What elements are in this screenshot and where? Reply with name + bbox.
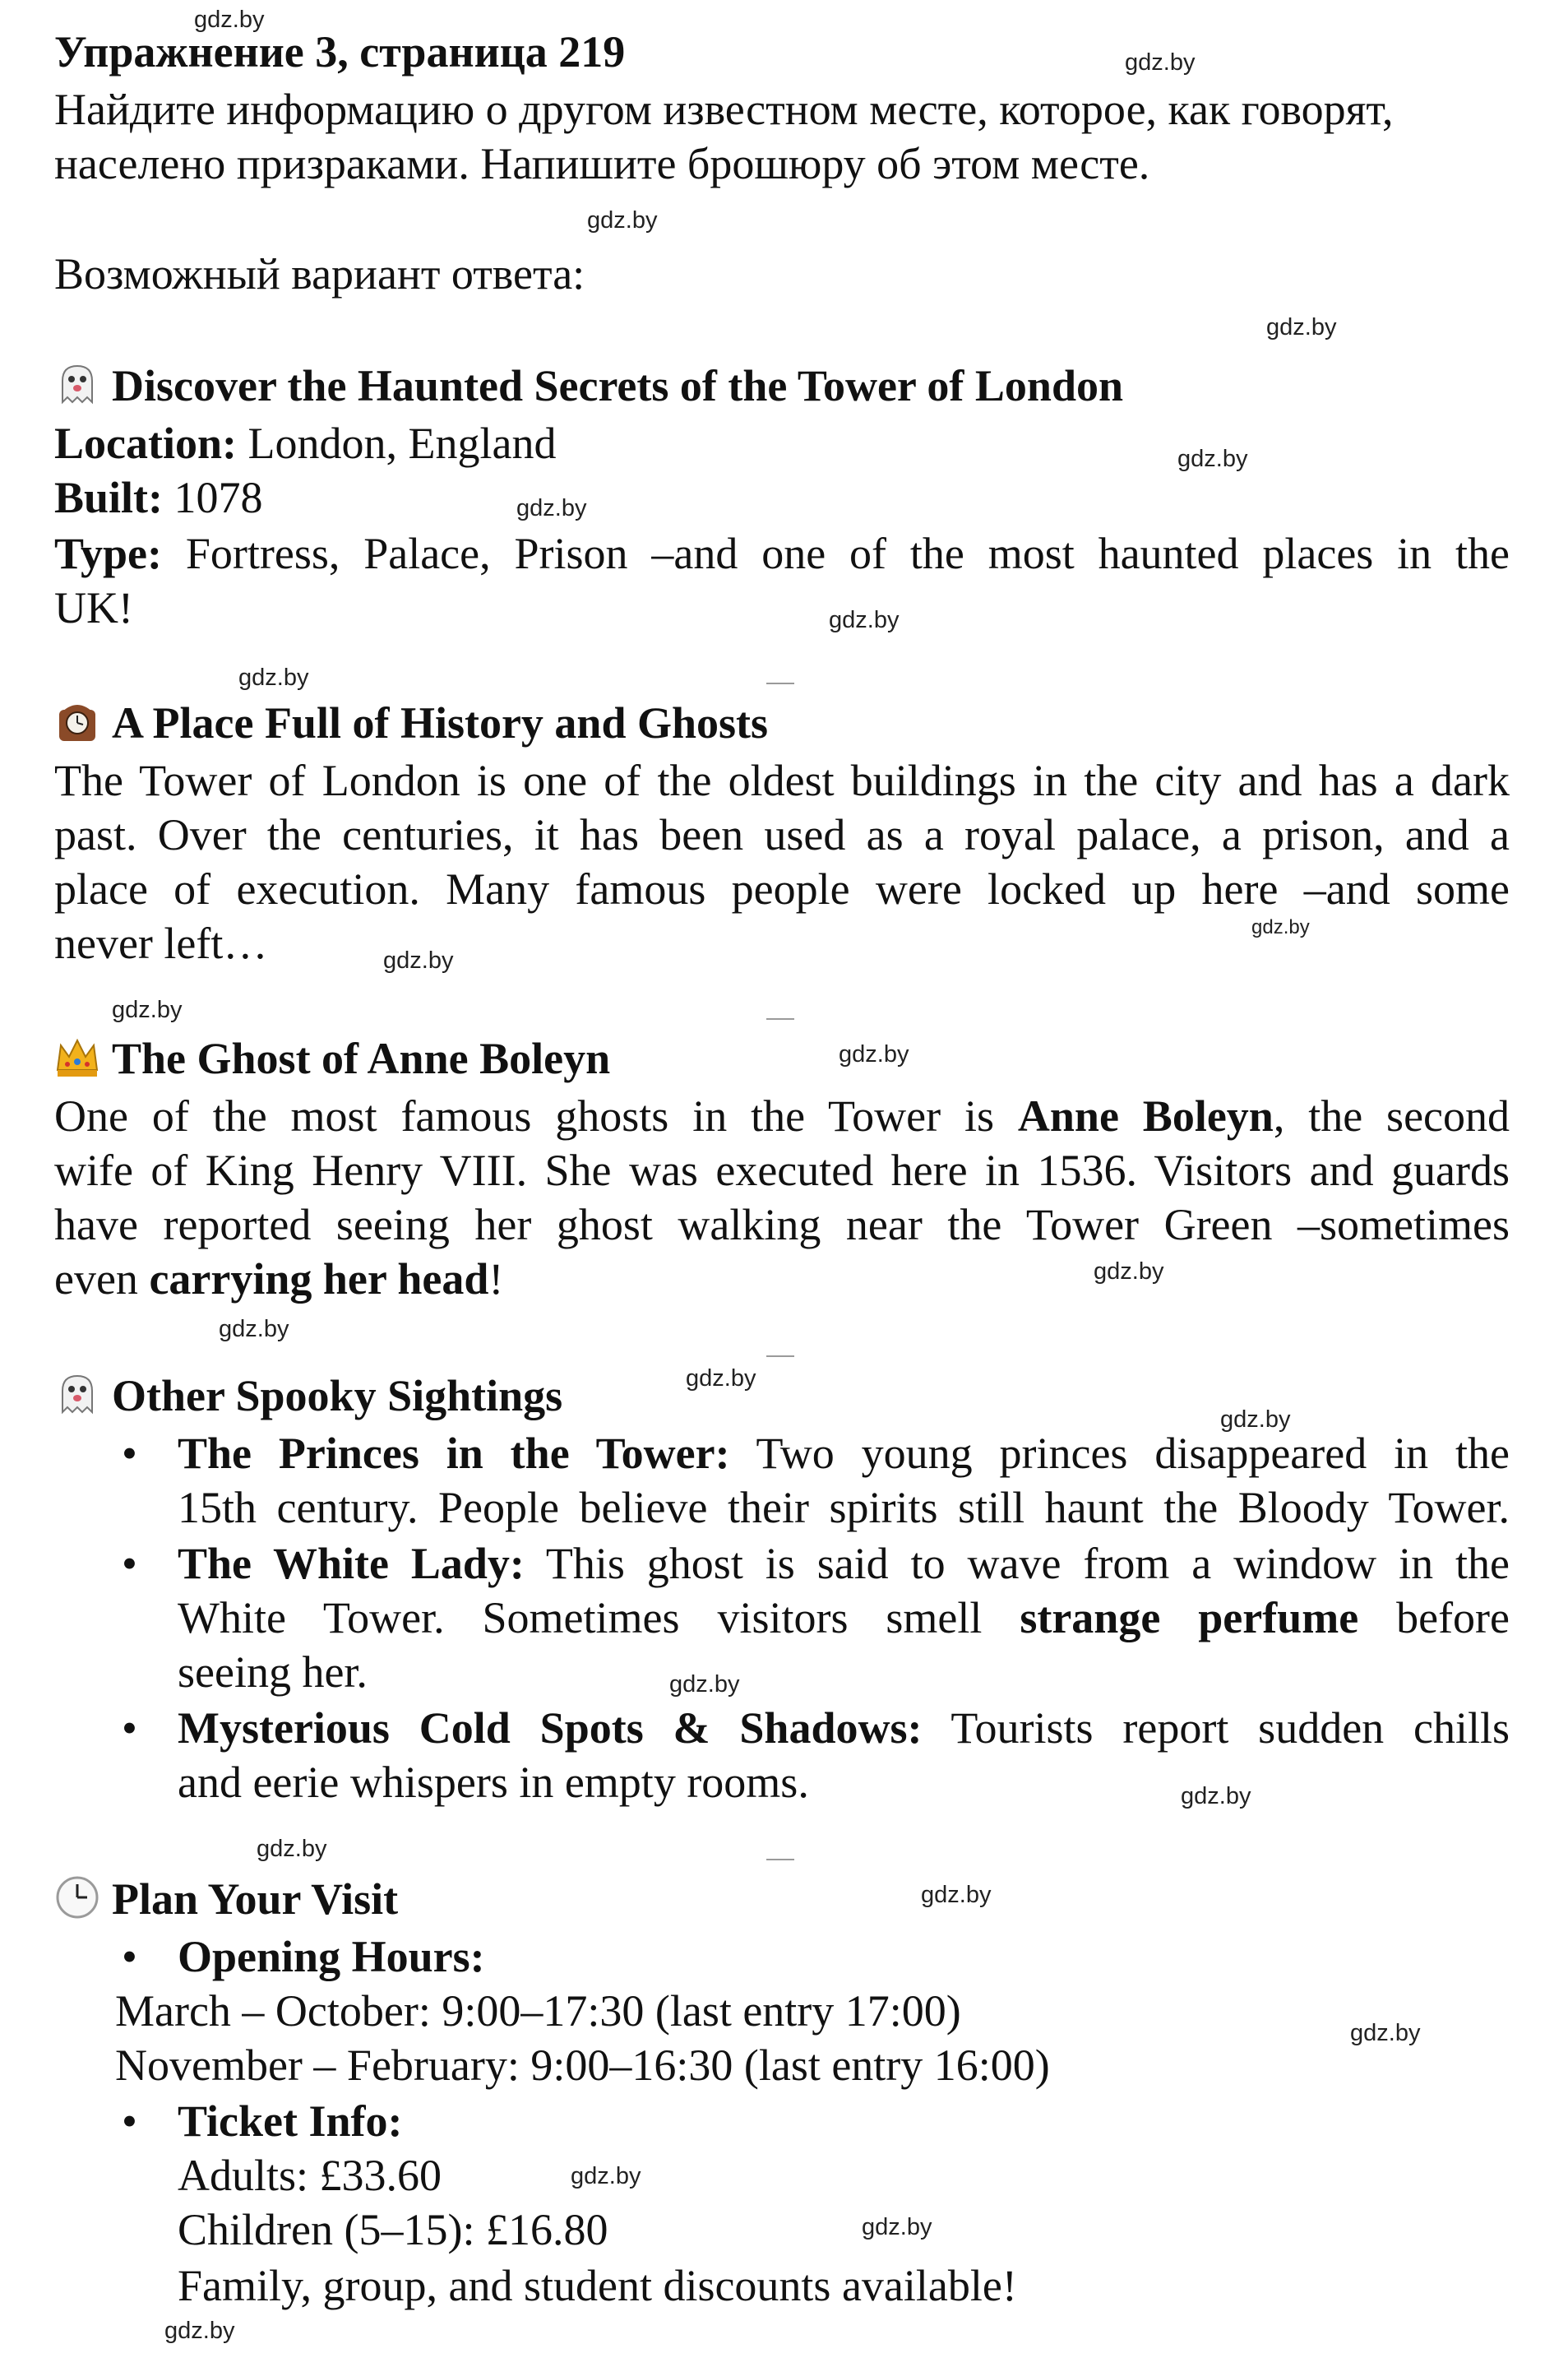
history-line-4: never left… <box>54 919 268 968</box>
location-line <box>54 416 1510 470</box>
ticket-children: Children (5–15): £16.80 <box>178 2205 608 2254</box>
ticket-adults: Adults: £33.60 <box>178 2151 442 2200</box>
watermark: gdz.by <box>516 495 587 521</box>
cold-label: Mysterious Cold Spots & Shadows: <box>178 1703 923 1753</box>
watermark: gdz.by <box>862 2214 932 2240</box>
lady-line-3: seeing her. <box>178 1647 368 1697</box>
anne-line-1 <box>54 1089 1510 1143</box>
watermark: gdz.by <box>1266 314 1337 340</box>
crown-icon <box>54 1034 100 1080</box>
built-label: Built: <box>54 473 164 522</box>
watermark: gdz.by <box>164 2318 235 2344</box>
anne-line-2: wife of King Henry VIII. She was executed here in 1536. Visitors and guards <box>54 1146 1510 1195</box>
lady-line-2 <box>178 1591 1510 1645</box>
hours-line-1: March – October: 9:00–17:30 (last entry 17:00) <box>115 1986 961 2036</box>
watermark: gdz.by <box>829 607 900 633</box>
spooky-heading-text: Other Spooky Sightings <box>112 1371 563 1420</box>
princes-line-1 <box>178 1426 1510 1480</box>
anne-line-4-pre: even <box>54 1254 150 1304</box>
location-value: London, England <box>237 419 557 468</box>
watermark: gdz.by <box>219 1316 289 1342</box>
history-heading-text: A Place Full of History and Ghosts <box>112 698 769 748</box>
watermark: gdz.by <box>257 1836 327 1862</box>
type-line-1 <box>54 526 1510 581</box>
watermark: gdz.by <box>571 2163 641 2189</box>
anne-boleyn-bold: Anne Boleyn <box>1017 1091 1274 1141</box>
princes-text: Two young princes disappeared in the <box>729 1429 1510 1478</box>
watermark: gdz.by <box>1251 916 1310 938</box>
separator-dash <box>766 1859 794 1860</box>
brochure-title <box>54 359 1510 413</box>
history-line-3: place of execution. Many famous people were locked up here –and some <box>54 864 1510 914</box>
bullet: • <box>122 1429 137 1478</box>
bullet: • <box>122 1703 137 1753</box>
lady-text: This ghost is said to wave from a window in the <box>524 1539 1510 1588</box>
history-line-2: past. Over the centuries, it has been used as a royal palace, a prison, and a <box>54 810 1510 859</box>
ghost-icon <box>54 361 100 407</box>
separator-dash <box>766 1018 794 1020</box>
visit-heading-text: Plan Your Visit <box>112 1874 399 1924</box>
cold-line-2: and eerie whispers in empty rooms. <box>178 1758 809 1807</box>
ghost-icon <box>54 1371 100 1417</box>
visit-heading <box>54 1872 1510 1926</box>
hours-line-2: November – February: 9:00–16:30 (last entry 16:00) <box>115 2040 1050 2090</box>
strange-perfume-bold: strange perfume <box>1020 1593 1359 1642</box>
task-line-1: Найдите информацию о другом известном месте, которое, как говорят, <box>54 85 1394 134</box>
anne-heading-text: The Ghost of Anne Boleyn <box>112 1034 611 1083</box>
history-line-1: The Tower of London is one of the oldest buildings in the city and has a dark <box>54 756 1510 805</box>
brochure-title-text: Discover the Haunted Secrets of the Tower of London <box>112 361 1124 410</box>
watermark: gdz.by <box>194 7 265 33</box>
hours-label: Opening Hours: <box>178 1932 485 1981</box>
bullet: • <box>122 1539 137 1588</box>
watermark: gdz.by <box>1094 1258 1164 1285</box>
lady-label: The White Lady: <box>178 1539 525 1588</box>
type-line-2: UK! <box>54 583 133 632</box>
ticket-label: Ticket Info: <box>178 2096 403 2146</box>
history-heading <box>54 696 1510 750</box>
watermark: gdz.by <box>587 207 658 234</box>
anne-line-4 <box>54 1252 1510 1306</box>
lady-line-2-pre: White Tower. Sometimes visitors smell <box>178 1593 1020 1642</box>
location-label: Location: <box>54 419 237 468</box>
cold-line-1 <box>178 1701 1510 1755</box>
anne-line-1-post: , the second <box>1273 1091 1510 1141</box>
bullet: • <box>122 2096 137 2146</box>
type-label: Type: <box>54 529 162 578</box>
watermark: gdz.by <box>1125 49 1196 76</box>
anne-heading <box>54 1031 1510 1086</box>
lady-line-1 <box>178 1536 1510 1591</box>
carrying-head-bold: carrying her head <box>149 1254 489 1304</box>
watermark: gdz.by <box>112 997 183 1023</box>
mantel-clock-icon <box>54 698 100 744</box>
watermark: gdz.by <box>839 1041 909 1068</box>
built-value: 1078 <box>163 473 263 522</box>
lady-line-2-post: before <box>1358 1593 1510 1642</box>
watermark: gdz.by <box>383 947 454 974</box>
princes-line-2: 15th century. People believe their spirits still haunt the Bloody Tower. <box>178 1483 1510 1532</box>
watermark: gdz.by <box>1220 1406 1291 1433</box>
cold-text: Tourists report sudden chills <box>922 1703 1510 1753</box>
anne-line-4-post: ! <box>488 1254 504 1304</box>
watermark: gdz.by <box>921 1882 992 1908</box>
answer-label: Возможный вариант ответа: <box>54 249 585 299</box>
princes-label: The Princes in the Tower: <box>178 1429 730 1478</box>
type-value: Fortress, Palace, Prison –and one of the most haunted places in the <box>162 529 1510 578</box>
watermark: gdz.by <box>669 1671 740 1698</box>
separator-dash <box>766 683 794 684</box>
task-line-2: населено призраками. Напишите брошюру об этом месте. <box>54 139 1150 188</box>
separator-dash <box>766 1355 794 1357</box>
built-line <box>54 470 1510 525</box>
anne-line-3: have reported seeing her ghost walking near the Tower Green –sometimes <box>54 1200 1510 1249</box>
watermark: gdz.by <box>1181 1783 1251 1809</box>
bullet: • <box>122 1932 137 1981</box>
anne-line-1-pre: One of the most famous ghosts in the Tower is <box>54 1091 1018 1141</box>
clock-icon <box>54 1874 100 1920</box>
spooky-heading <box>54 1369 1510 1423</box>
ticket-discounts: Family, group, and student discounts available! <box>178 2261 1017 2310</box>
watermark: gdz.by <box>238 665 309 691</box>
watermark: gdz.by <box>1177 446 1248 472</box>
watermark: gdz.by <box>1350 2020 1421 2046</box>
exercise-title: Упражнение 3, страница 219 <box>54 27 626 76</box>
watermark: gdz.by <box>686 1365 756 1392</box>
